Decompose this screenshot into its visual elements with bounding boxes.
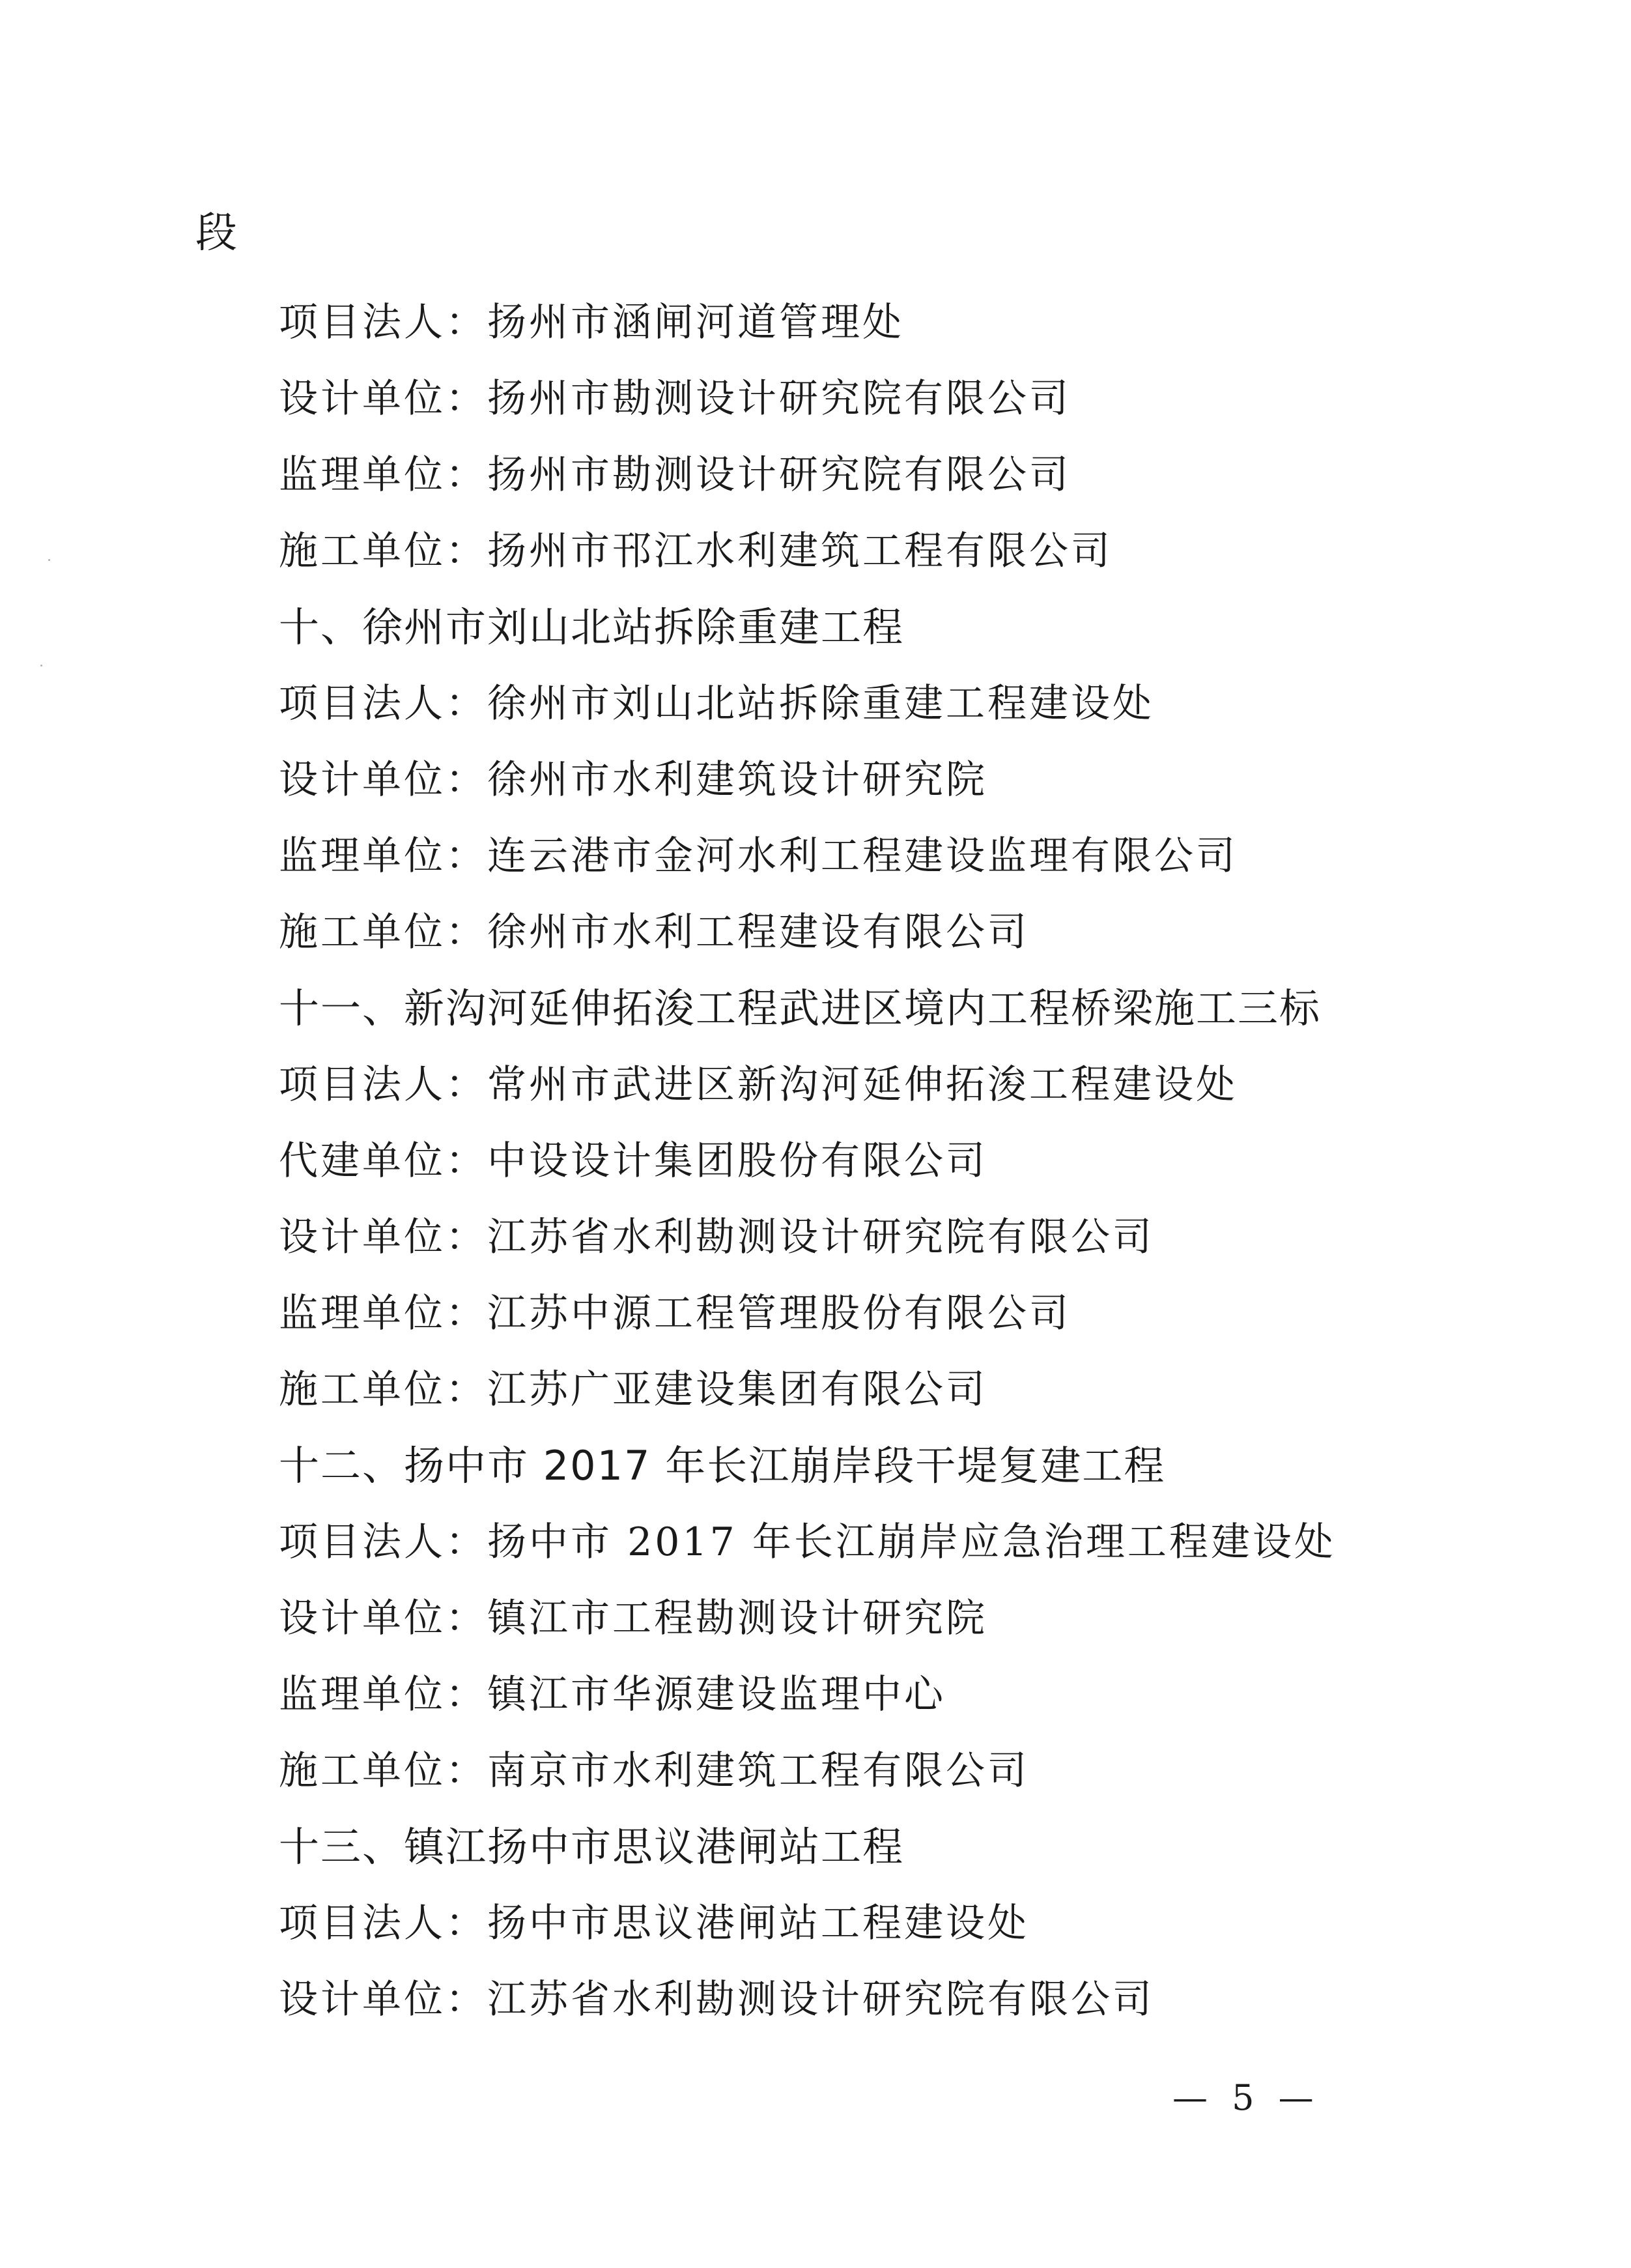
design-unit: 设计单位：江苏省水利勘测设计研究院有限公司 bbox=[279, 1214, 1154, 1260]
design-unit: 设计单位：镇江市工程勘测设计研究院 bbox=[279, 1596, 987, 1641]
project-legal-person: 项目法人：常州市武进区新沟河延伸拓浚工程建设处 bbox=[279, 1062, 1238, 1108]
project-legal-person: 项目法人：扬中市 2017 年长江崩岸应急治理工程建设处 bbox=[279, 1519, 1336, 1565]
construction-unit: 施工单位：扬州市邗江水利建筑工程有限公司 bbox=[279, 528, 1113, 574]
supervision-unit: 监理单位：镇江市华源建设监理中心 bbox=[279, 1672, 946, 1717]
design-unit: 设计单位：扬州市勘测设计研究院有限公司 bbox=[279, 376, 1071, 422]
section-heading-13: 十三、镇江扬中市思议港闸站工程 bbox=[279, 1823, 905, 1871]
project-legal-person: 项目法人：扬中市思议港闸站工程建设处 bbox=[279, 1901, 1029, 1946]
project-legal-person: 项目法人：徐州市刘山北站拆除重建工程建设处 bbox=[279, 681, 1154, 726]
design-unit: 设计单位：江苏省水利勘测设计研究院有限公司 bbox=[279, 1977, 1154, 2022]
supervision-unit: 监理单位：连云港市金河水利工程建设监理有限公司 bbox=[279, 833, 1238, 879]
construction-unit: 施工单位：南京市水利建筑工程有限公司 bbox=[279, 1748, 1029, 1794]
section-heading-10: 十、徐州市刘山北站拆除重建工程 bbox=[279, 603, 905, 651]
supervision-unit: 监理单位：江苏中源工程管理股份有限公司 bbox=[279, 1291, 1071, 1336]
construction-unit: 施工单位：江苏广亚建设集团有限公司 bbox=[279, 1367, 987, 1413]
design-unit: 设计单位：徐州市水利建筑设计研究院 bbox=[279, 757, 987, 803]
supervision-unit: 监理单位：扬州市勘测设计研究院有限公司 bbox=[279, 452, 1071, 498]
section-heading-11: 十一、新沟河延伸拓浚工程武进区境内工程桥梁施工三标 bbox=[279, 984, 1322, 1032]
project-legal-person: 项目法人：扬州市涵闸河道管理处 bbox=[279, 300, 904, 345]
section-heading-12: 十二、扬中市 2017 年长江崩岸段干堤复建工程 bbox=[279, 1442, 1166, 1489]
page-number: — 5 — bbox=[1172, 2077, 1320, 2118]
scan-speck bbox=[40, 665, 42, 667]
agent-construction-unit: 代建单位：中设设计集团股份有限公司 bbox=[279, 1138, 987, 1184]
continued-text: 段 bbox=[195, 209, 240, 257]
construction-unit: 施工单位：徐州市水利工程建设有限公司 bbox=[279, 910, 1029, 955]
scan-speck bbox=[48, 559, 50, 561]
